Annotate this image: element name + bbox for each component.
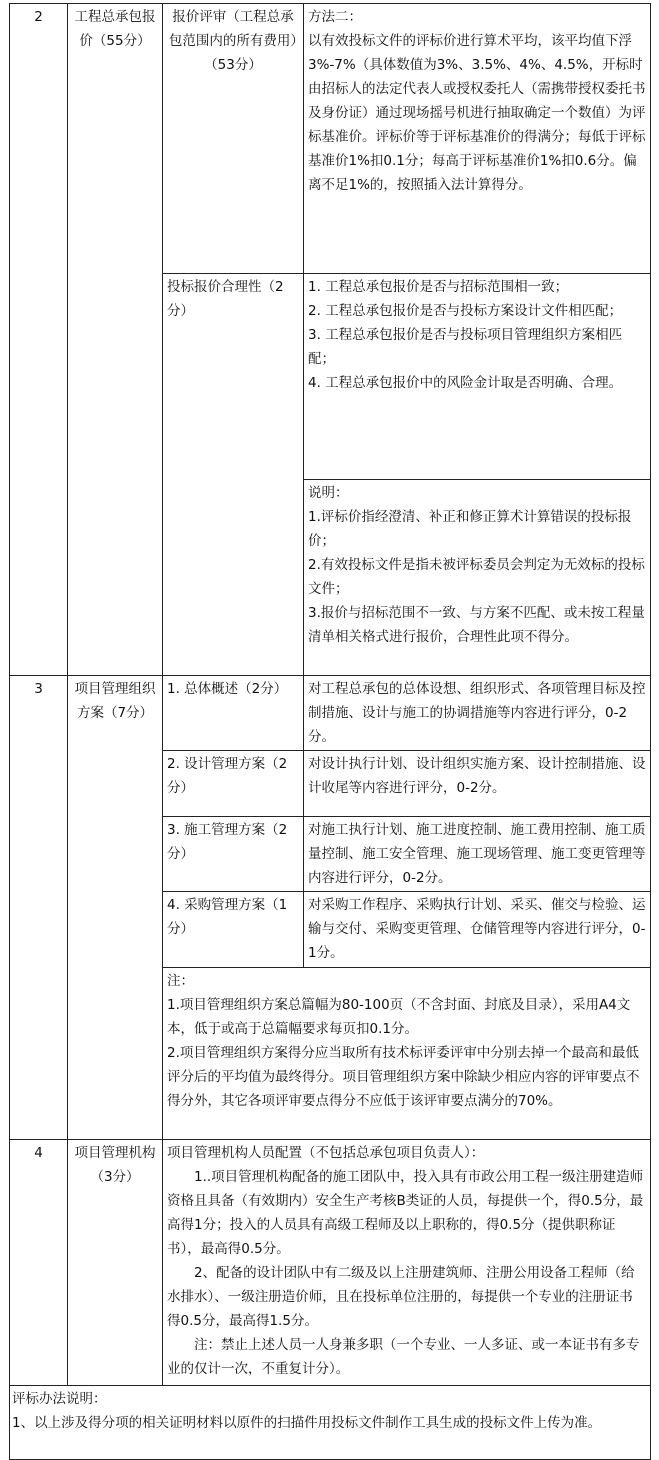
item-description: 对施工执行计划、施工进度控制、施工费用控制、施工质量控制、施工安全管理、施工现场管理、施工变更管理等内容进行评分，0-2分。 [304,817,651,892]
price-review-method [304,4,651,274]
footer-text: 1、以上涉及得分项的相关证明材料以原件的扫描件用投标文件制作工具生成的投标文件上传为准。 [12,1415,602,1431]
criteria-item: 3. 工程总承包报价是否与投标项目管理组织方案相匹配； [308,327,623,367]
sub-item-procurement: 4. 采购管理方案（1分） [163,892,304,968]
row-4 [10,1140,651,1386]
plan-note [163,968,651,1140]
category-cell: 项目管理机构（3分） [68,1140,163,1386]
sub-item-construction: 3. 施工管理方案（2分） [163,817,304,892]
staffing-paragraph: 注：禁止上述人员一人身兼多职（一个专业、一人多证、或一本证书有多专业的仅计一次，不重复计分）。 [167,1337,640,1377]
price-note [304,480,651,676]
criteria-item: 2. 工程总承包报价是否与投标方案设计文件相匹配； [308,303,623,319]
footer-row [10,1386,651,1460]
note-item: 1.项目管理组织方案总篇幅为80-100页（不含封面、封底及目录），采用A4文本，低于或高于总篇幅要求每页扣0.1分。 [167,997,631,1037]
note-item: 1.评标价指经澄清、补正和修正算术计算错误的投标报价； [308,509,632,549]
sub-item-design: 2. 设计管理方案（2分） [163,751,304,817]
note-item: 2.有效投标文件是指未被评标委员会判定为无效标的投标文件； [308,557,645,597]
staffing-requirements [163,1140,651,1386]
footer-title: 评标办法说明： [12,1391,107,1407]
category-cell: 项目管理组织方案（7分） [68,676,163,1140]
row-number: 4 [10,1140,68,1386]
row-number: 2 [10,4,68,676]
method-title: 方法二： [308,9,362,25]
staffing-paragraph: 2、配备的设计团队中有二级及以上注册建筑师、注册公用设备工程师（给水排水）、一级注册造价师，且在投标单位注册的，每提供一个专业的注册证书得0.5分，最高得1.5分。 [167,1265,635,1329]
staffing-paragraph: 1..项目管理机构配备的施工团队中，投入具有市政公用工程一级注册建造师资格且具备（有效期内）安全生产考核B类证的人员，每提供一个，得0.5分，最高得1分；投入的人员具有高级工程师及以上职称的，得0.5分（提供职称证书），最高得0.5分。 [167,1169,644,1257]
reasonable-criteria [304,274,651,480]
sub-item-reasonable: 投标报价合理性（2 分） [163,274,304,676]
note-title: 说明： [308,485,349,501]
note-item: 2.项目管理组织方案得分应当取所有技术标评委评审中分别去掉一个最高和最低评分后的平均值为最终得分。项目管理组织方案中除缺少相应内容的评审要点不得分外，其它各项评审要点得分不应低于该评审要点满分的70%。 [167,1045,640,1109]
row-2-price-review [10,4,651,274]
item-description: 对设计执行计划、设计组织实施方案、设计控制措施、设计收尾等内容进行评分，0-2分。 [304,751,651,817]
sub-item-price-review: 报价评审（工程总承包范围内的所有费用）（53分） [163,4,304,274]
category-cell: 工程总承包报价（55分） [68,4,163,676]
method-text: 以有效投标文件的评标价进行算术平均，该平均值下浮3%-7%（具体数值为3%、3.5%、4%、4.5%，开标时由招标人的法定代表人或授权委托人（需携带授权委托书及身份证）通过现场摇号机进行抽取确定一个数值）为评标基准价。评标价等于评标基准价的得满分；每低于评标基准价1%扣0.1分；每高于评标基准价1%扣0.6分。偏离不足1%的，按照插入法计算得分。 [308,33,646,193]
note-title: 注： [167,973,194,989]
staffing-title: 项目管理机构人员配置（不包括总承包项目负责人）： [167,1145,485,1161]
sub-item-overview: 1. 总体概述（2分） [163,676,304,751]
criteria-item: 1. 工程总承包报价是否与招标范围相一致； [308,279,569,295]
item-description: 对采购工作程序、采购执行计划、采买、催交与检验、运输与交付、采购变更管理、仓储管理等内容进行评分，0-1分。 [304,892,651,968]
criteria-item: 4. 工程总承包报价中的风险金计取是否明确、合理。 [308,375,623,391]
row-3-item-1 [10,676,651,751]
item-description: 对工程总承包的总体设想、组织形式、各项管理目标及控制措施、设计与施工的协调措施等内容进行评分，0-2分。 [304,676,651,751]
evaluation-notes [10,1386,651,1460]
scoring-table [9,3,651,1460]
row-number: 3 [10,676,68,1140]
note-item: 3.报价与招标范围不一致、与方案不匹配、或未按工程量清单相关格式进行报价，合理性此项不得分。 [308,605,645,645]
